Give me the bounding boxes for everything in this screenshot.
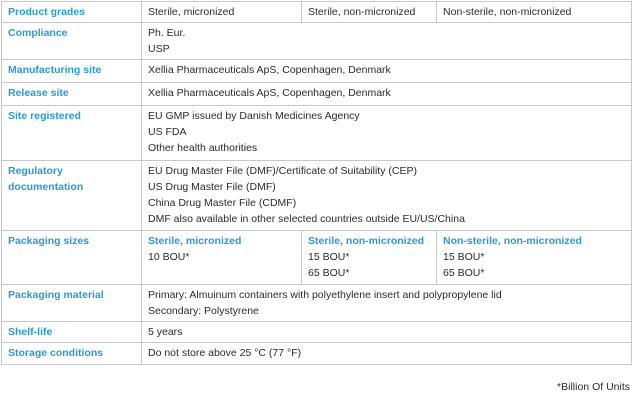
packaging-material-line: Secondary: Polystyrene xyxy=(148,305,259,317)
compliance-line: USP xyxy=(148,43,170,55)
row-shelf-life xyxy=(2,322,632,343)
row-manufacturing-site xyxy=(2,60,632,83)
row-packaging-sizes xyxy=(2,231,632,285)
packaging-group-title: Sterile, non-micronized xyxy=(308,235,425,247)
value-site-registered xyxy=(142,106,632,161)
value-regulatory-documentation xyxy=(142,161,632,231)
label-packaging-material: Packaging material xyxy=(2,285,142,322)
value-shelf-life: 5 years xyxy=(142,322,632,343)
grade-non-sterile-non-micronized: Non-sterile, non-micronized xyxy=(437,2,632,23)
label-manufacturing-site: Manufacturing site xyxy=(2,60,142,83)
packaging-size: 15 BOU* xyxy=(443,251,485,263)
site-registered-line: EU GMP issued by Danish Medicines Agency xyxy=(148,110,360,122)
value-compliance xyxy=(142,23,632,60)
row-site-registered xyxy=(2,106,632,161)
site-registered-line: Other health authorities xyxy=(148,142,258,154)
value-storage-conditions: Do not store above 25 °C (77 °F) xyxy=(142,343,632,365)
regulatory-line: EU Drug Master File (DMF)/Certificate of Suitability (CEP) xyxy=(148,165,417,177)
row-compliance xyxy=(2,23,632,60)
grade-sterile-non-micronized: Sterile, non-micronized xyxy=(302,2,437,23)
site-registered-line: US FDA xyxy=(148,126,187,138)
row-release-site xyxy=(2,83,632,106)
label-storage-conditions: Storage conditions xyxy=(2,343,142,365)
label-shelf-life: Shelf-life xyxy=(2,322,142,343)
packaging-material-line: Primary: Almuinum containers with polyethylene insert and polypropylene lid xyxy=(148,289,502,301)
product-spec-table xyxy=(1,1,632,365)
packaging-group-non-sterile-non-micronized xyxy=(437,231,632,285)
packaging-size: 65 BOU* xyxy=(308,267,350,279)
packaging-group-title: Sterile, micronized xyxy=(148,235,242,247)
footnote: *Billion Of Units xyxy=(557,381,630,393)
row-product-grades xyxy=(2,2,632,23)
value-release-site: Xellia Pharmaceuticals ApS, Copenhagen, Denmark xyxy=(142,83,632,106)
label-site-registered: Site registered xyxy=(2,106,142,161)
packaging-group-sterile-non-micronized xyxy=(302,231,437,285)
packaging-size: 15 BOU* xyxy=(308,251,350,263)
compliance-line: Ph. Eur. xyxy=(148,27,186,39)
regulatory-line: US Drug Master File (DMF) xyxy=(148,181,276,193)
regulatory-line: DMF also available in other selected countries outside EU/US/China xyxy=(148,213,465,225)
label-release-site: Release site xyxy=(2,83,142,106)
row-packaging-material xyxy=(2,285,632,322)
label-product-grades: Product grades xyxy=(2,2,142,23)
row-storage-conditions xyxy=(2,343,632,365)
packaging-group-sterile-micronized xyxy=(142,231,302,285)
packaging-group-title: Non-sterile, non-micronized xyxy=(443,235,582,247)
regulatory-line: China Drug Master File (CDMF) xyxy=(148,197,297,209)
row-regulatory-documentation xyxy=(2,161,632,231)
value-manufacturing-site: Xellia Pharmaceuticals ApS, Copenhagen, Denmark xyxy=(142,60,632,83)
packaging-size: 65 BOU* xyxy=(443,267,485,279)
grade-sterile-micronized: Sterile, micronized xyxy=(142,2,302,23)
label-compliance: Compliance xyxy=(2,23,142,60)
label-packaging-sizes: Packaging sizes xyxy=(2,231,142,285)
value-packaging-material xyxy=(142,285,632,322)
packaging-size: 10 BOU* xyxy=(148,251,190,263)
label-regulatory-documentation: Regulatory documentation xyxy=(2,161,142,231)
